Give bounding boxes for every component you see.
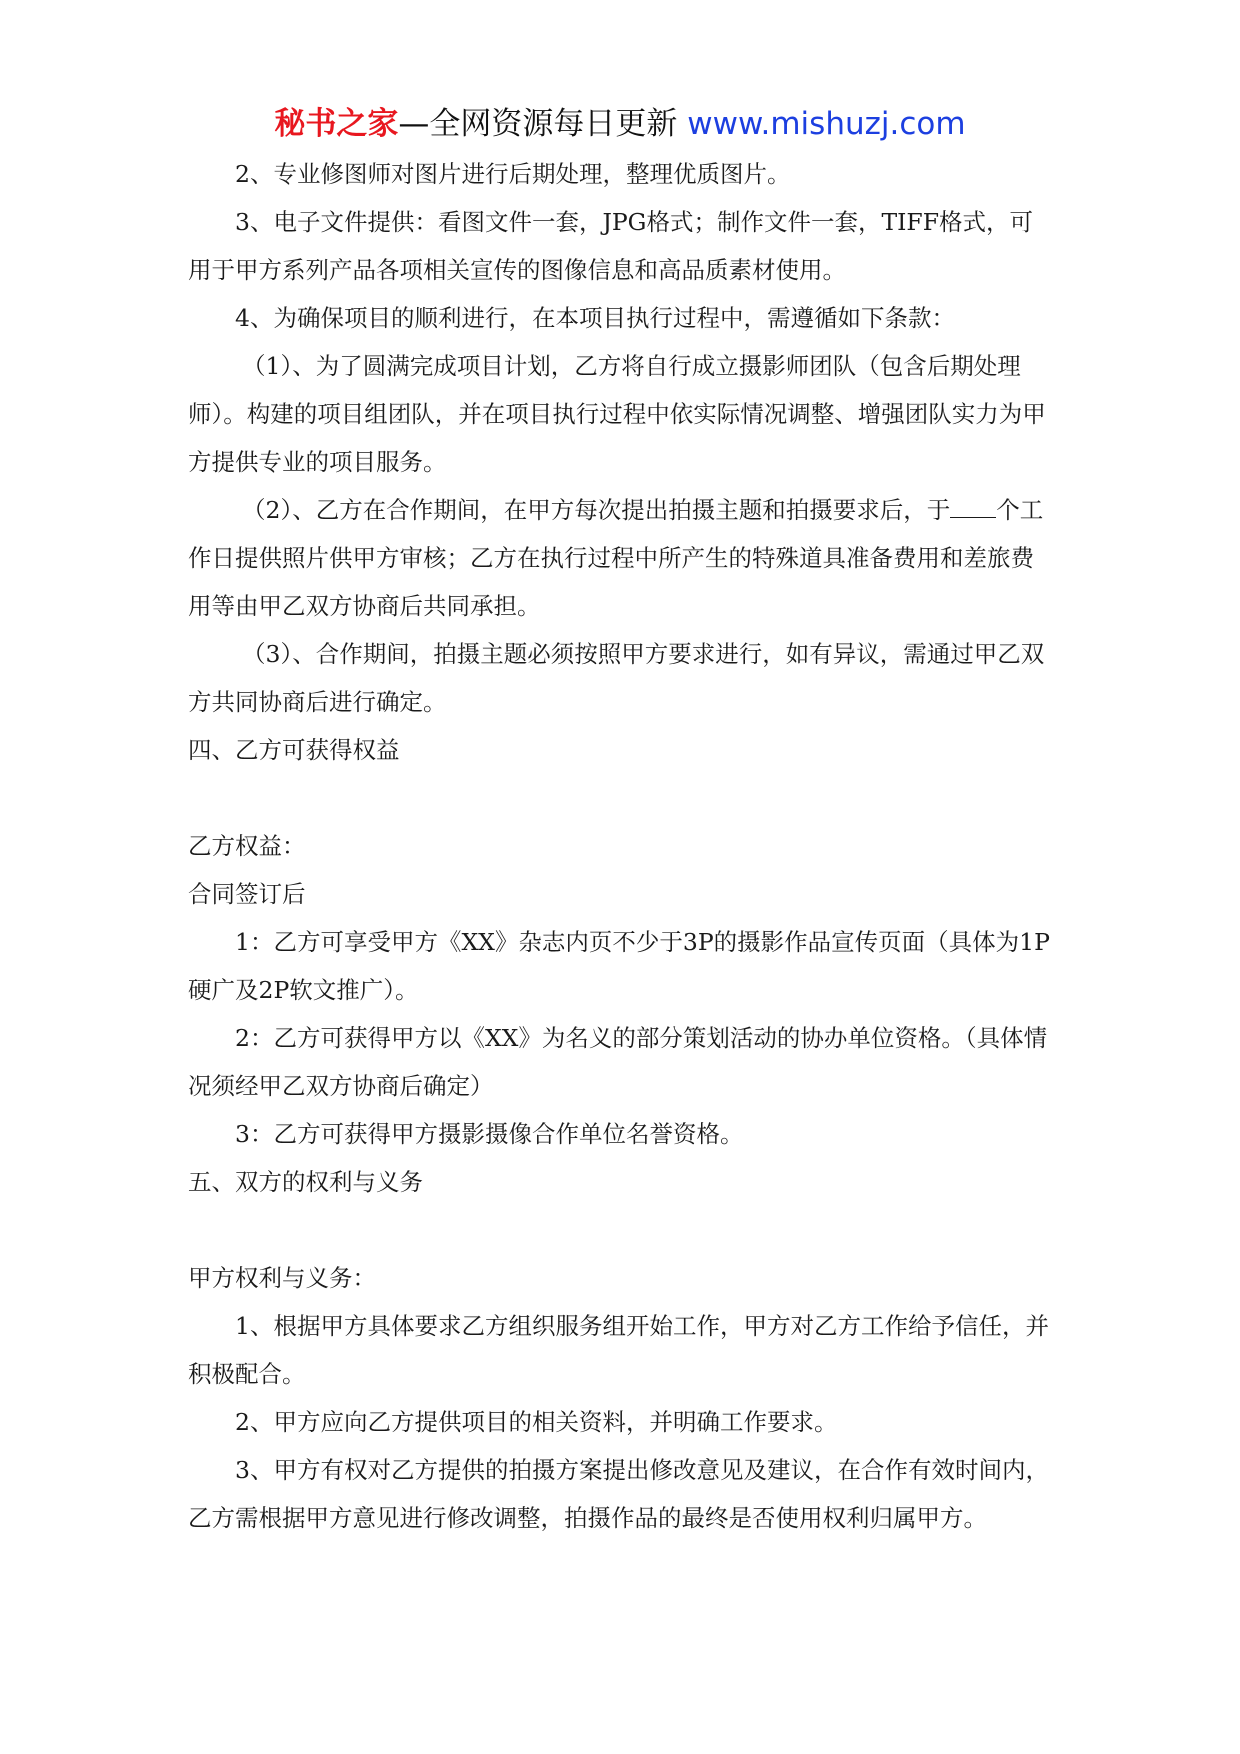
benefits-label: 乙方权益： — [188, 832, 306, 860]
spacer — [188, 1206, 1052, 1254]
clause-2-text-before: （2）、乙方在合作期间，在甲方每次提出拍摄主题和拍摄要求后，于 — [242, 496, 951, 524]
party-a-item-1: 1、根据甲方具体要求乙方组织服务组开始工作，甲方对乙方工作给予信任，并积极配合。 — [188, 1312, 1049, 1388]
benefit-item-1: 1：乙方可享受甲方《XX》杂志内页不少于3P的摄影作品宣传页面（具体为1P硬广及2P软文推广）。 — [188, 928, 1050, 1004]
benefit-item-3: 3：乙方可获得甲方摄影摄像合作单位名誉资格。 — [235, 1120, 744, 1148]
spacer — [188, 774, 1052, 822]
fill-in-blank — [950, 497, 996, 518]
benefit-item-2: 2：乙方可获得甲方以《XX》为名义的部分策划活动的协办单位资格。（具体情况须经甲乙双方协商后确定） — [188, 1024, 1048, 1100]
clause-2-text-after: 个工作日提供照片供甲方审核；乙方在执行过程中所产生的特殊道具准备费用和差旅费用等由甲乙双方协商后共同承担。 — [188, 496, 1044, 620]
party-a-item-3: 3、甲方有权对乙方提供的拍摄方案提出修改意见及建议，在合作有效时间内，乙方需根据甲方意见进行修改调整，拍摄作品的最终是否使用权利归属甲方。 — [188, 1456, 1049, 1532]
paragraph-item-3: 3、电子文件提供：看图文件一套，JPG格式；制作文件一套，TIFF格式，可用于甲方系列产品各项相关宣传的图像信息和高品质素材使用。 — [188, 208, 1034, 284]
clause-1: （1）、为了圆满完成项目计划，乙方将自行成立摄影师团队（包含后期处理师）。构建的项目组团队，并在项目执行过程中依实际情况调整、增强团队实力为甲方提供专业的项目服务。 — [188, 352, 1046, 476]
clause-3: （3）、合作期间，拍摄主题必须按照甲方要求进行，如有异议，需通过甲乙双方共同协商后进行确定。 — [188, 640, 1045, 716]
clause-2 — [188, 486, 1052, 630]
document-body — [188, 150, 1052, 1542]
paragraph-item-2: 2、专业修图师对图片进行后期处理，整理优质图片。 — [235, 160, 791, 188]
site-header — [0, 100, 1240, 148]
header-slogan: —全网资源每日更新 — [398, 106, 678, 142]
party-a-label: 甲方权利与义务： — [188, 1264, 376, 1292]
after-signing-label: 合同签订后 — [188, 880, 306, 908]
section-heading-4: 四、乙方可获得权益 — [188, 736, 400, 764]
paragraph-item-4: 4、为确保项目的顺利进行，在本项目执行过程中，需遵循如下条款： — [235, 304, 955, 332]
party-a-item-2: 2、甲方应向乙方提供项目的相关资料，并明确工作要求。 — [235, 1408, 838, 1436]
section-heading-5: 五、双方的权利与义务 — [188, 1168, 423, 1196]
brand-name: 秘书之家 — [274, 106, 399, 142]
site-url-link[interactable]: www.mishuzj.com — [687, 106, 966, 142]
